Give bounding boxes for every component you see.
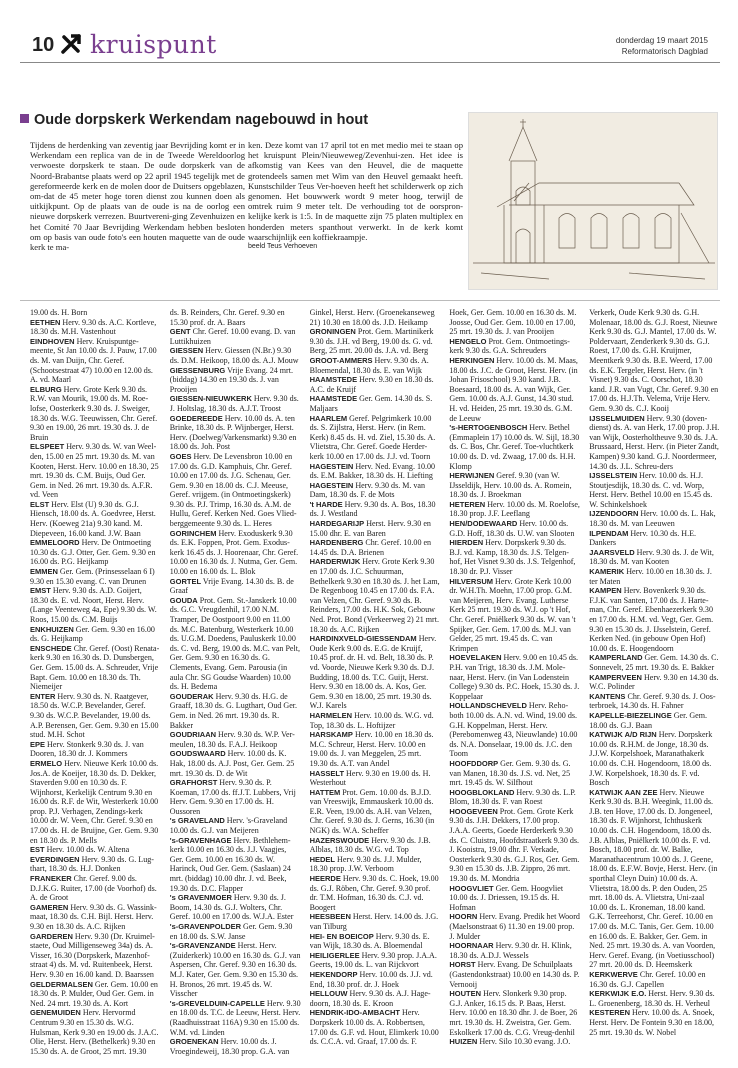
listing-entry: HEN/DODEWAARD Herv. 10.00 ds. G.D. Hoff, 18.30 ds. U.W. van Slooten bbox=[449, 519, 575, 538]
listing-entry: 't HARDE Herv. 9.30 ds. A. Bos, 18.30 ds. J. Westland bbox=[309, 499, 436, 519]
place-name: HERWIJNEN bbox=[449, 471, 495, 481]
listing-entry: ELST Herv. Elst (U) 9.30 ds. G.J. Hiensch, 18.00 ds. A. Goedvree, Herst. Herv. (Koeweg 21a) 9.30 kand. M. Diepeveen, 16.00 kand. J.W. Baan bbox=[30, 499, 156, 538]
place-name: GOUDSWAARD bbox=[169, 749, 226, 759]
place-name: KAMPERLAND bbox=[589, 653, 643, 663]
place-name: GORTEL bbox=[169, 576, 202, 586]
publication-name: Reformatorisch Dagblad bbox=[621, 47, 708, 56]
place-name: GIESSEN-NIEUWKERK bbox=[169, 394, 252, 404]
listing-entry: GOUDA Prot. Gem. St.-Janskerk 10.00 ds. G.C. Vreugdenhil, 17.00 N.M. Tramper, De Oostpoort 9.00 en 11.00 ds. M.C. Batenburg, Westerkerk 10.00 ds. U.G.M. Doedens, Pauluskerk 10.00 ds. C. vd. Berg, 19.00 ds. M.C. van Pelt, Ger. Gem. 9.30 en 16.30 ds. G. Clements, Evang. Gem. Parousia (in aula Chr. SG Goudse Waarden) 10.00 ds. H. Bedema bbox=[169, 595, 300, 692]
article-headline: Oude dorpskerk Werkendam nagebouwd in hout bbox=[20, 112, 720, 128]
place-name: HELLOUW bbox=[309, 989, 348, 999]
listing-entry: 's GRAVELAND Herv. 's-Graveland 10.00 ds. G.J. van Meijeren bbox=[169, 816, 288, 836]
listing-entry: HERKINGEN Herv. 10.00 ds. M. Maas, 18.00 ds. J.C. de Groot, Herst. Herv. (in Johan Frisoschool) 9.30 kand. J.B. Boesaard, 18.00 ds. A. van Wijk, Ger. Gem. 10.00 ds. A.J. Gunst, 14.30 stud. H. vd. Heiden, 25 mrt. 19.30 ds. G.M. de Leeuw bbox=[449, 355, 578, 423]
listing-entry: GRONINGEN Prot. Gem. Martinikerk 9.30 ds. J.H. vd Berg, 19.00 ds. G. vd. Berg, 25 mrt. 20.00 ds. J.A. vd. Berg bbox=[309, 327, 434, 356]
listing-entry: KERKWERVE Chr. Geref. 10.00 en 16.30 ds. G.J. Capellen bbox=[589, 969, 706, 989]
listing-entry: HARDEGARIJP Herst. Herv. 9.30 en 15.00 dhr. E. van Baren bbox=[309, 519, 431, 538]
place-name: HEDEL bbox=[309, 854, 336, 864]
place-name: KAPELLE-BIEZELINGE bbox=[589, 710, 672, 720]
listing-entry: EINDHOVEN Herv. Kruispuntge-meente, St Jan 10.00 ds. J. Pauw, 17.00 ds. M. van Duijn, Chr. Geref. (Schootsestraat 47) 10.00 en 12.00 ds. A. vd. Maarl bbox=[30, 336, 157, 385]
listing-entry: ERMELO Herv. Nieuwe Kerk 10.00 ds. Jos.A. de Koeijer, 18.30 ds. D. Dekker, Staverden 9.00 en 10.30 ds. F. Wijnhorst, Kerkelijk Centrum 9.30 en 16.00 ds. R.F. de Wit, Westerkerk 10.00 prop. P.J. Verhagen, Zendings-kerk 10.00 dr. W. Veen, Chr. Geref. 9.30 en 17.00 ds. H. de Bruijne, Ger. Gem. 9.30 en 18.30 ds. P. Mells bbox=[30, 758, 159, 845]
listing-entry: 's-GRAVENHAGE Herv. Bethlehem-kerk 10.00 en 16.30 ds. J.J. Vaagjes, Ger. Gem. 10.00 en 16.30 ds. W. Harinck, Oud Ger. Gem. (Saslaan) 24 mrt. (biddag) 10.00 dhr. J. vd. Beek, 19.30 ds. D.C. Flapper bbox=[169, 835, 291, 893]
listing-entry: HEDEL Herv. 9.30 ds. J.J. Mulder, 18.30 prop. J.W. Verboom bbox=[309, 854, 422, 874]
listing-entry: HOORN Herv. Evang. Predik het Woord (Maelsonstraat 6) 11.30 en 19.00 prop. J. Mulder bbox=[449, 912, 580, 941]
listing-entry: HAAMSTEDE Herv. 9.30 en 18.30 ds. A.C. de Kruijf bbox=[309, 375, 434, 394]
place-name: HAARLEM bbox=[309, 413, 348, 423]
header-meta bbox=[616, 35, 708, 57]
place-name: HARMELEN bbox=[309, 710, 353, 720]
listing-entry: KAMERIK Herv. 10.00 en 18.30 ds. J. ter Maten bbox=[589, 567, 712, 586]
listing-entry: 's-GRAVENZANDE Herst. Herv. (Zuiderkerk) 10.00 en 16.30 ds. G.J. van Aspersen, Chr. Geref. 9.30 en 16.30 ds. M.J. Kater, Ger. Gem. 9.30 en 15.30 ds. H. Bronos, 26 mrt. 19.45 ds. W. Visscher bbox=[169, 941, 301, 999]
place-name: IJSSELMUIDEN bbox=[589, 413, 645, 423]
place-name: GOES bbox=[169, 451, 192, 461]
listing-entry: IJSSELSTEIN Herv. 10.00 ds. H.J. Stoutjesdijk, 18.30 ds. C. vd. Worp, Herst. Herv. Bethel 10.00 en 15.45 ds. W. Schinkelshoek bbox=[589, 471, 713, 509]
place-name: 't HARDE bbox=[309, 499, 343, 509]
listing-entry: EST Herv. 10.00 ds. W. Altena bbox=[30, 845, 130, 855]
place-name: KATWIJK AAN ZEE bbox=[589, 787, 658, 797]
place-name: GORINCHEM bbox=[169, 528, 217, 538]
place-name: EPE bbox=[30, 739, 46, 749]
listing-entry: HILVERSUM Herv. Grote Kerk 10.00 dr. W.H.Th. Moehn, 17.00 prop. G.M. van Meijeren, Herv. Evang. Lutherse Kerk 25 mrt. 19.30 ds. W.J. op 't Hof, Chr. Geref. Pniëlkerk 9.30 ds. W. van 't Spijker, Ger. Gem. 17.00 ds. M.J. van Gelder, 25 mrt. 19.45 ds. C. van Krimpen bbox=[449, 576, 576, 653]
place-name: ERMELO bbox=[30, 758, 63, 768]
place-name: KANTENS bbox=[589, 691, 626, 701]
listing-entry: EPE Herv. Stonkerk 9.30 ds. J. van Dooren, 18.30 dr. J. Kommers bbox=[30, 739, 144, 759]
place-name: FRANEKER bbox=[30, 874, 72, 884]
listing-entry: 's-HERTOGENBOSCH Herv. Bethel (Emmaplein 17) 10.00 ds. W. Sijl, 18.30 ds. C. Bos, Chr. Geref. Toe-vluchtkerk 10.00 ds. D. vd. Zwaag, 17.00 ds. H.H. Klomp bbox=[449, 423, 580, 471]
listing-entry: HASSELT Herv. 9.30 en 19.00 ds. H. Westerhout bbox=[309, 768, 431, 788]
listing-entry: GELDERMALSEN Ger. Gem. 10.00 en 18.30 ds. P. Mulder, Oud Ger. Gem. in Ned. 24 mrt. 19.30 ds. A. Kort bbox=[30, 979, 158, 1008]
place-name: EMMELOORD bbox=[30, 538, 80, 548]
place-name: EINDHOVEN bbox=[30, 336, 75, 346]
listing-entry: HAGESTEIN Herv. 9.30 ds. M. van Dam, 18.30 ds. F. de Mots bbox=[309, 480, 426, 500]
issue-date: donderdag 19 maart 2015 bbox=[615, 36, 708, 45]
listing-entry: EMMEN Ger. Gem. (Prinsesselaan 6 I) 9.30 en 15.30 evang. C. van Drunen bbox=[30, 567, 155, 586]
listing-entry: Ginkel, Herst. Herv. (Groenekanseweg 21) 10.30 en 18.00 ds. J.D. Heikamp bbox=[309, 308, 435, 327]
listing-entry: GOEDEREEDE Herv. 10.00 ds. A. ten Brinke, 18.30 ds. P. Wijnberger, Herst. Herv. (Doelweg/Varkensmarkt) 9.30 en 18.00 ds. Joh. Post bbox=[169, 413, 297, 452]
listing-entry: EVERDINGEN Herv. 9.30 ds. G. Lug-thart, 18.30 ds. H.J. Donken bbox=[30, 854, 154, 874]
listing-entry: HOOFDDORP Ger. Gem. 9.30 ds. G. van Manen, 18.30 ds. J.S. vd. Net, 25 mrt. 19.45 ds. W. Silfhout bbox=[449, 758, 571, 788]
listing-column bbox=[589, 308, 720, 1058]
listing-entry: EMST Herv. 9.30 ds. A.D. Goijert, 18.30 ds. E. vd. Noort, Herst. Herv. (Lange Veenteweg 4a, Epe) 9.30 ds. W. Roos, 15.00 ds. C.M. Buijs bbox=[30, 586, 157, 624]
church-sketch-icon bbox=[469, 113, 718, 290]
section-divider bbox=[20, 300, 720, 301]
place-name: KAMPERVEEN bbox=[589, 672, 642, 682]
place-name: GOEDEREEDE bbox=[169, 413, 223, 423]
listing-entry: GIESSEN-NIEUWKERK Herv. 9.30 ds. J. Holtslag, 18.30 ds. A.J.T. Troost bbox=[169, 394, 299, 413]
headline-marker-icon bbox=[20, 114, 29, 123]
place-name: JAARSVELD bbox=[589, 547, 635, 557]
listing-entry: GIESSEN Herv. Giessen (N.Br.) 9.30 ds. D.M. Heikoop, 18.00 ds. A.J. Mouw bbox=[169, 346, 299, 365]
listing-entry: HOEVELAKEN Herv. 9.00 en 10.45 ds. P.H. van Trigt, 18.30 ds. J.M. Mole-naar, Herst. Herv. (in Van Lodenstein College) 9.30 ds. P.C. Hoek, 15.30 ds. J. Koppelaar bbox=[449, 653, 580, 701]
listing-entry: GENEMUIDEN Herv. Hervormd Centrum 9.30 en 15.30 ds. W.G. Hulsman, Kerk 9.30 en 19.00 ds. J.A.C. Olie, Herst. Herv. (Bethelkerk) 9.30 en 15.30 ds. A. de Groot, 25 mrt. 19.30 bbox=[30, 1008, 159, 1056]
header-divider bbox=[20, 62, 720, 63]
place-name: GENEMUIDEN bbox=[30, 1008, 81, 1018]
place-name: ELST bbox=[30, 499, 50, 509]
listing-entry: GIESSENBURG Vrije Evang. 24 mrt. (biddag) 14.30 en 19.30 ds. J. van Prooijen bbox=[169, 365, 293, 394]
listing-entry: HOLLANDSCHEVELD Herv. Reho-both 10.00 ds. A.N. vd. Wind, 19.00 ds. G.H. Koppelman, Herst. Herv. (Perebomenweg 43, Nieuwlande) 10.00 ds. N.A. Donselaar, 19.00 ds. J.C. den Toom bbox=[449, 701, 578, 759]
place-name: HARDERWIJK bbox=[309, 557, 361, 567]
listing-entry: IJSSELMUIDEN Herv. 9.30 (doven-dienst) ds. A. van Herk, 17.00 prop. J.H. van Wijk, Oosterholtheuve 9.30 ds. J.A. Brussaard, Herst. Herv. (in Pieter Zandt, Kampen) 9.30 kand. G.J. Noordermeer, 14.30 ds. J.L. Schreu-ders bbox=[589, 413, 720, 471]
listing-entry: HUIZEN Herv. Silo 10.30 evang. J.O. bbox=[449, 1037, 571, 1047]
listing-entry: ILPENDAM Herv. 10.30 ds. H.E. Dankers bbox=[589, 528, 697, 548]
listing-entry: Verkerk, Oude Kerk 9.30 ds. G.H. Molenaar, 18.00 ds. G.J. Roest, Nieuwe Kerk 9.30 ds. G.J. Mantel, 17.00 ds. W. Poldervaart, Zenderkerk 9.30 ds. G.J. Roest, 17.00 ds. G.H. Kruijmer, Meentkerk 9.30 ds. B.E. Weerd, 17.00 ds. E.K. Tergeler, Herst. Herv. (in 't Visnet) 9.30 ds. C. Oorschot, 18.30 kand. J.R. van Vugt, Chr. Geref. 9.30 en 17.00 ds. H.J.Th. Velema, Vrije Herv. Gem. 9.30 ds. C.J. Kooij bbox=[589, 308, 719, 413]
place-name: EMST bbox=[30, 586, 51, 596]
listing-entry: HOUTEN Herv. Slonkerk 9.30 prop. G.J. Anker, 16.15 ds. P. Baas, Herst. Herv. 10.00 en 18.30 dhr. J. de Boer, 26 mrt. 19.30 ds. H. Zweistra, Ger. Gem. Eskolkerk 17.00 ds. C.G. Vreug-denhil bbox=[449, 989, 578, 1037]
listing-entry: GORINCHEM Herv. Exoduskerk 9.30 ds. E.K. Foppen, Prot. Gem. Exodus-kerk 16.45 ds. J. Hoorenaar, Chr. Geref. 10.00 en 16.30 ds. J. Nutma, Ger. Gem. 10.00 en 16.00 ds. L. Blok bbox=[169, 528, 299, 577]
place-name: GAMEREN bbox=[30, 902, 69, 912]
place-name: HETEREN bbox=[449, 499, 486, 509]
listing-entry: ENTER Herv. 9.30 ds. N. Raatgever, 18.50 ds. W.C.P. Bevelander, Geref. 9.30 ds. W.C.P. Bevelander, 19.00 ds. A.P. Berensen, Ger. Gem. 9.30 en 15.00 stud. M.H. Schot bbox=[30, 691, 159, 740]
place-name: 's-GREVELDUIN-CAPELLE bbox=[169, 998, 265, 1008]
place-name: HOOGBLOKLAND bbox=[449, 787, 515, 797]
listing-entry: HOOGVLIET Ger. Gem. Hoogvliet 10.00 ds. J. Driessen, 19.15 ds. H. Hofman bbox=[449, 883, 564, 912]
listing-entry: GOUDSWAARD Herv. 10.00 ds. K. Hak, 18.00 ds. A.J. Post, Ger. Gem. 25 mrt. 19.30 ds. D. de Wit bbox=[169, 749, 295, 778]
listing-column bbox=[449, 308, 580, 1058]
place-name: EMMEN bbox=[30, 567, 58, 577]
place-name: HEN/DODEWAARD bbox=[449, 519, 518, 529]
place-name: IJSSELSTEIN bbox=[589, 471, 638, 481]
listing-entry: KANTENS Chr. Geref. 9.30 ds. J. Oos-terbroek, 14.30 ds. H. Fahner bbox=[589, 691, 716, 711]
place-name: HAGESTEIN bbox=[309, 480, 354, 490]
listing-entry: GAMEREN Herv. 9.30 ds. G. Wassink-maat, 18.30 ds. C.H. Bijl. Herst. Herv. 9.30 en 18.30 ds. A.C. Rijken bbox=[30, 902, 157, 931]
section-title: kruispunt bbox=[90, 30, 217, 59]
place-name: 's GRAVENMOER bbox=[169, 893, 232, 903]
listing-entry: HARMELEN Herv. 10.00 ds. W.G. vd. Top, 18.30 ds. L. Hoftijzer bbox=[309, 710, 434, 730]
place-name: GOUDA bbox=[169, 595, 198, 605]
church-services-listing bbox=[30, 308, 720, 1058]
listing-entry: GARDEREN Herv. 9.30 (Dr. Kruimel-staete, Oud Milligenseweg 34a) ds. A. Visser, 16.30 (Dorpskerk, Mazenhof-straat 4) ds. M. vd. Ruitenbeek, Herst. Herv. 9.30 en 16.00 kand. D. Baarssen bbox=[30, 931, 155, 979]
listing-entry: ENSCHEDE Chr. Geref. (Oost) Renata-kerk 9.30 en 16.30 ds. D. Dunsbergen, Ger. Gem. 15.00 ds. A. Schreuder, Vrije Bapt. Gem. 10.00 en 18.30 ds. Th. Niemeijer bbox=[30, 643, 160, 692]
listing-entry: HEILIGERLEE Herv. 9.30 prop. J.A.A. Geerts, 19.00 ds. L. van Rijckvort bbox=[309, 950, 437, 970]
listing-entry: KERKWIJK E.O. Herst. Herv. 9.30 ds. L. Groenenberg, 18.30 ds. H. Verheul bbox=[589, 989, 715, 1008]
place-name: HEESBEEN bbox=[309, 912, 351, 922]
listing-entry: HARSKAMP Herv. 10.00 en 18.30 ds. M.C. Schreur, Herst. Herv. 10.00 en 19.00 ds. J. van Meggelen, 25 mrt. 19.30 ds. A.T. van Andel bbox=[309, 730, 434, 768]
listing-entry: FRANEKER Chr. Geref. 9.00 ds. D.J.K.G. Ruiter, 17.00 (de Voorhof) ds. A. de Groot bbox=[30, 874, 157, 903]
place-name: HARDENBERG bbox=[309, 538, 364, 548]
place-name: GROOT-AMMERS bbox=[309, 355, 373, 365]
place-name: HERKINGEN bbox=[449, 355, 495, 365]
place-name: HOOFDDORP bbox=[449, 758, 499, 768]
place-name: GRAFHORST bbox=[169, 778, 218, 788]
listing-column bbox=[170, 308, 301, 1058]
place-name: HARDEGARIJP bbox=[309, 519, 365, 529]
listing-entry: GORTEL Vrije Evang. 14.30 ds. B. de Graaf bbox=[169, 576, 294, 596]
place-name: HORST bbox=[449, 960, 476, 970]
listing-entry: 19.00 ds. H. Born bbox=[30, 308, 88, 317]
listing-entry: Hoek, Ger. Gem. 10.00 en 16.30 ds. M. Joosse, Oud Ger. Gem. 10.00 en 17.00, 25 mrt. 19.30 ds. J. van Prooijen bbox=[449, 308, 577, 337]
place-name: 's GRAVELAND bbox=[169, 816, 225, 826]
listing-entry: GROOT-AMMERS Herv. 9.30 ds. A. Bloemendal, 18.30 ds. E. van Wijk bbox=[309, 355, 429, 375]
listing-entry: 's-GRAVENPOLDER Ger. Gem. 9.30 en 18.00 ds. S.W. Janse bbox=[169, 922, 293, 941]
place-name: 's-HERTOGENBOSCH bbox=[449, 423, 528, 433]
photo-credit: beeld Teus Verhoeven bbox=[248, 243, 318, 251]
place-name: GELDERMALSEN bbox=[30, 979, 93, 989]
listing-entry: JAARSVELD Herv. 9.30 ds. J. de Wit, 18.30 ds. M. van Kooten bbox=[589, 547, 714, 567]
place-name: HENDRIK-IDO-AMBACHT bbox=[309, 1008, 401, 1018]
listing-entry: HEI- EN BOEICOP Herv. 9.30 ds. E. van Wijk, 18.30 ds. A. Bloemendal bbox=[309, 931, 430, 951]
page-header bbox=[20, 24, 720, 64]
listing-entry: ELBURG Herv. Grote Kerk 9.30 ds. R.W. van Mourik, 19.00 ds. M. Roe-lofse, Oosterkerk 9.30 ds. J. Sweiger, 18.30 ds. W.G. Teeuwissen, Chr. Geref. 9.30 en 19.00, 26 mrt. 19.30 ds. J. de Bruin bbox=[30, 384, 158, 442]
place-name: GOUDERAK bbox=[169, 691, 214, 701]
place-name: HOOGVLIET bbox=[449, 883, 494, 893]
place-name: HOOGEVEEN bbox=[449, 806, 498, 816]
listing-entry: HARDINXVELD-GIESSENDAM Herv. Oude Kerk 9.00 ds. E.G. de Kruijf, 10.45 prof. dr. H. vd. Belt, 18.30 ds. P. vd. Voorde, Nieuwe Kerk 9.30 ds. D.J. Budding, 18.00 ds. T.C. Guijt, Herst. Herv. 9.30 en 18.00 ds. A. Kos, Ger. Gem. 9.30 en 18.00, 25 mrt. 19.30 ds. W.J. Karels bbox=[309, 634, 437, 711]
place-name: HEERDE bbox=[309, 874, 341, 884]
listing-entry: HOORNAAR Herv. 9.30 dr. H. Klink, 18.30 ds. A.D.J. Wessels bbox=[449, 941, 572, 960]
listing-entry: 's-GREVELDUIN-CAPELLE Herv. 9.30 en 18.00 ds. T.C. de Leeuw, Herst. Herv. (Raadhuisstraat 116A) 9.30 en 15.00 ds. W.M. vd. Linden bbox=[169, 998, 301, 1037]
place-name: HAGESTEIN bbox=[309, 461, 354, 471]
listing-entry: HELLOUW Herv. 9.30 ds. A.J. Hage-doorn, 18.30 ds. E. Kroon bbox=[309, 989, 431, 1008]
listing-entry: GENT Chr. Geref. 10.00 evang. D. van Luttikhuizen bbox=[169, 327, 296, 346]
listing-entry: ds. B. Reinders, Chr. Geref. 9.30 en 15.30 prof. dr. A. Baars bbox=[169, 308, 285, 327]
place-name: ILPENDAM bbox=[589, 528, 629, 538]
listing-entry: ENKHUIZEN Ger. Gem. 9.30 en 16.00 ds. G. Heijkamp bbox=[30, 624, 155, 644]
listing-entry: HAARLEM Geref. Pelgrimkerk 10.00 ds. S. Zijlstra, Herst. Herv. (in Rem. Kerk) 8.45 ds. H. vd. Ziel, 15.30 ds. A. Vlietstra, Chr. Geref. Goede Herder-kerk 10.00 en 17.00 ds. J.J. vd. Toorn bbox=[309, 413, 436, 461]
place-name: EETHEN bbox=[30, 317, 61, 327]
listing-entry: HENDRIK-IDO-AMBACHT Herv. Dorpskerk 10.00 ds. A. Robbertsen, 17.00 ds. G.F. vd. Hout, Elimkerk 10.00 ds. C.C.A. vd. Graaf, 17.00 ds. F. bbox=[309, 1008, 439, 1047]
listing-entry: HORST Herv. Evang. De Schuilplaats (Gastendonkstraat) 10.00 en 14.30 ds. P. Vernooij bbox=[449, 960, 580, 989]
listing-entry: HEERDE Herv. 9.30 ds. C. Hoek, 19.00 ds. G.J. Röben, Chr. Geref. 9.30 prof. dr. T.M. Hofman, 16.30 ds. C.J. vd. Boogert bbox=[309, 874, 439, 912]
place-name: HILVERSUM bbox=[449, 576, 494, 586]
listing-entry: GOUDRIAAN Herv. 9.30 ds. W.P. Ver-meulen, 18.30 ds. F.A.J. Heikoop bbox=[169, 730, 295, 749]
listing-entry: HAGESTEIN Herv. Ned. Evang. 10.00 ds. E.M. Bakker, 18.30 ds. H. Liefting bbox=[309, 461, 436, 481]
place-name: 's-GRAVENPOLDER bbox=[169, 922, 242, 931]
place-name: HATTEM bbox=[309, 787, 341, 797]
listing-entry: HARDENBERG Chr. Geref. 10.00 en 14.45 ds. D.A. Brienen bbox=[309, 538, 432, 557]
article-body-right: ken. Deze komt van 17 april tot en met medio mei te staan op het kruispunt Plein/Nieuweweg/Zevenhui-zen. Het idee is afkomstig van Kees van den Heuvel, die de maquette grotendeels samen met Wim van den Heuvel gemaakt heeft. Kunstschilder Teus Ver-hoeven heeft het schilderwerk op zich genomen. Het bouwwerk wordt 9 meter hoog, terwijl de omtrek ruim 9 meter telt. De verhouding tot de oorspron-kelijke kerk is 1:5. In de maquette zijn 75 platen multiplex en honderden meters spanthout verwerkt. In de kerk komt waarschijnlijk een koffiekraampje. beeld Teus Verhoeven bbox=[248, 140, 463, 252]
place-name: HEILIGERLEE bbox=[309, 950, 360, 960]
place-name: HAZERSWOUDE bbox=[309, 835, 370, 845]
place-name: KATWIJK A/D RIJN bbox=[589, 730, 657, 740]
place-name: ENSCHEDE bbox=[30, 643, 72, 653]
place-name: HUIZEN bbox=[449, 1037, 478, 1047]
listing-entry: HETEREN Herv. 10.00 ds. M. Roelofse, 18.30 prop. J.F. Leeflang bbox=[449, 499, 580, 519]
place-name: HEI- EN BOEICOP bbox=[309, 931, 374, 941]
listing-entry: HEKENDORP Herv. 10.00 ds. J.J. vd. End, 18.30 prof. dr. J. Hoek bbox=[309, 969, 433, 989]
listing-entry: EMMELOORD Herv. De Ontmoeting 10.30 ds. G.J. Otter, Ger. Gem. 9.30 en 16.00 ds. P.G. Heijkamp bbox=[30, 538, 156, 567]
listing-entry: KESTEREN Herv. 10.00 ds. A. Snoek, Herst. Herv. De Fontein 9.30 en 18.00, 25 mrt. 19.30 ds. W. Nobel bbox=[589, 1008, 715, 1037]
listing-entry: KATWIJK AAN ZEE Herv. Nieuwe Kerk 9.30 ds. B.H. Weegink, 11.00 ds. J.B. ten Hove, 17.00 ds. D. Jongeneel, 18.30 ds. F. Wijnhorst, Ichthuskerk 10.00 ds. C.H. Hogendoorn, 18.00 ds. J.B. Alblas, Pniëlkerk 10.00 ds. F. vd. Bosch, 18.00 prof. dr. W. Balke, Maranathacentrum 10.00 ds. J. Geene, 18.00 ds. E.F.W. Bovje, Herst. Herv. (in sporthal Cleyn Duin) 10.00 ds. A. Vlietstra, 18.00 ds. P. den Ouden, 25 mrt. 18.00 ds. A. Vlietstra, Uni-zaal 10.00 ds. L. Kroneman, 18.00 kand. G.K. Terreehorst, Chr. Geref. 10.00 en 17.00 ds. M.C. Tanis, Ger. Gem. 10.00 en 16.00 ds. E. Bakker, Ger. Gem. in Ned. 25 mrt. 19.30 ds. A. van Voorden, Herv. Geref. Evang. (in Voetiusschool) 27 mrt. 20.00 ds. D. Heemskerk bbox=[589, 787, 718, 970]
place-name: HOORN bbox=[449, 912, 478, 922]
listing-entry: HARDERWIJK Herv. Grote Kerk 9.30 en 17.00 ds. J.C. Schuurman, Bethelkerk 9.30 en 18.30 ds. J. het Lam, De Regenboog 10.45 en 17.00 ds. F.A. van Velzen, Chr. Geref. 9.30 ds. B. Reinders, 17.00 ds. H.K. Sok, Gebouw Ned. Prot. Bond (Verkeerweg 2) 21 mrt. 18.30 ds. A.C. Rijken bbox=[309, 557, 440, 634]
place-name: KERKWERVE bbox=[589, 969, 638, 979]
listing-entry: GOES Herv. De Levensbron 10.00 en 17.00 ds. G.D. Kamphuis, Chr. Geref. 10.00 en 17.00 ds. J.G. Schenau, Ger. Gem. 9.30 en 18.00 ds. C.J. Meeuse, Geref. vrijgem. (in Ontmoetingskerk) 9.30 ds. P.J. Trimp, 16.30 ds. A.M. de Hullu, Geref. Kerken Ned. Goes Vlied-berggemeente 9.30 ds. L. Heres bbox=[169, 451, 297, 529]
page-number: 10 bbox=[32, 34, 55, 56]
place-name: 's-GRAVENHAGE bbox=[169, 835, 232, 845]
place-name: HARSKAMP bbox=[309, 730, 353, 740]
place-name: HARDINXVELD-GIESSENDAM bbox=[309, 634, 417, 644]
listing-entry: 's GRAVENMOER Herv. 9.30 ds. J. Boom, 14.30 ds. G.J. Wolters, Chr. Geref. 10.00 en 17.00 ds. W.J.A. Ester bbox=[169, 893, 294, 922]
listing-entry: HEESBEEN Herst. Herv. 14.00 ds. J.G. van Tilburg bbox=[309, 912, 439, 931]
place-name: EVERDINGEN bbox=[30, 854, 80, 864]
place-name: HOUTEN bbox=[449, 989, 482, 999]
place-name: GRONINGEN bbox=[309, 327, 356, 337]
listing-entry: KAMPERVEEN Herv. 9.30 en 14.30 ds. W.C. Polinder bbox=[589, 672, 719, 692]
place-name: KAMERIK bbox=[589, 567, 625, 577]
place-name: ELBURG bbox=[30, 384, 62, 394]
place-name: GIESSENBURG bbox=[169, 365, 226, 375]
listing-entry: KAMPEN Herv. Bovenkerk 9.30 ds. F.J.K. van Santen, 17.00 ds. J. Harte-man, Chr. Geref. Ebenhaezerkerk 9.30 en 17.00 ds. H.M. vd. Vegt, Ger. Gem. 9.30 en 15.30 ds. J. IJsselstein, Geref. Kerken Ned. (in gebouw Open Hof) 10.00 ds. E. Hoogendoorn bbox=[589, 586, 714, 653]
place-name: EST bbox=[30, 845, 45, 855]
place-name: ENKHUIZEN bbox=[30, 624, 74, 634]
listing-entry: HATTEM Prot. Gem. 10.00 ds. B.J.D. van Vreeswijk, Emmauskerk 10.00 ds. E.R. Veen, 19.00 ds. A.H. van Velzen, Chr. Geref. 9.30 ds. J. Gerns, 16.30 (in NGK) ds. W.A. Scheffer bbox=[309, 787, 435, 836]
place-name: HAAMSTEDE bbox=[309, 375, 358, 385]
place-name: GOUDRIAAN bbox=[169, 730, 217, 740]
listing-entry: HAAMSTEDE Ger. Gem. 14.30 ds. S. Maljaars bbox=[309, 394, 433, 413]
place-name: ENTER bbox=[30, 691, 56, 701]
place-name: GROENEKAN bbox=[169, 1037, 219, 1047]
listing-entry: HENGELO Prot. Gem. Ontmoetings-kerk 9.30 ds. G.A. Schreuders bbox=[449, 336, 570, 356]
listing-entry: HOOGBLOKLAND Herv. 9.30 ds. L.P. Blom, 18.30 ds. F. van Roest bbox=[449, 787, 576, 807]
listing-entry: HAZERSWOUDE Herv. 9.30 ds. J.B. Alblas, 18.30 ds. W.G. vd. Top bbox=[309, 835, 431, 855]
place-name: HASSELT bbox=[309, 768, 345, 778]
place-name: GENT bbox=[169, 327, 191, 337]
listing-entry: GOUDERAK Herv. 9.30 ds. H.G. de Graaff, 18.30 ds. G. Lugthart, Oud Ger. Gem. in Ned. 26 mrt. 19.30 ds. R. Bakker bbox=[169, 691, 298, 730]
place-name: HOLLANDSCHEVELD bbox=[449, 701, 527, 711]
place-name: ELSPEET bbox=[30, 442, 65, 452]
place-name: HENGELO bbox=[449, 336, 487, 346]
listing-entry: KATWIJK A/D RIJN Herv. Dorpskerk 10.00 ds. R.H.M. de Jonge, 18.30 ds. J.J.W. Korpelshoek, Maranathakerk 10.00 ds. C.H. Hogendoorn, 18.00 ds. J.W. Korpelshoek, 18.30 ds. F. vd. Bosch bbox=[589, 730, 713, 788]
listing-entry: GRAFHORST Herv. 9.30 ds. P. Koeman, 17.00 ds. ff.J.T. Lubbers, Vrij Herv. Gem. 9.30 en 17.00 ds. H. Oussoren bbox=[169, 778, 296, 816]
listing-entry: EETHEN Herv. 9.30 ds. A.C. Kortleve, 18.30 ds. M.H. Vastenhout bbox=[30, 317, 157, 337]
listing-column bbox=[310, 308, 441, 1058]
listing-entry: KAPELLE-BIEZELINGE Ger. Gem. 18.00 ds. G.J. Baan bbox=[589, 710, 708, 730]
place-name: HOORNAAR bbox=[449, 941, 494, 951]
article-body-left: Tijdens de herdenking van zeventig jaar Bevrijding komt er in Werkendam een replica van de in de Tweede Wereldoorlog verwoeste dorpskerk te staan. De oude dorpskerk van de Noord-Brabantse plaats werd op 22 april 1945 tegelijk met de gereformeerde kerk en de molen door de Duitsers opgeblazen, om-dat de 45 meter hoge toren dienst zou kunnen doen als uitkijkpunt. Op de plaats van de oude is na de oorlog een nieuwe dorpskerk verrezen. Buurtvereni-ging Zevenhuizen en het Comité 70 Jaar Bevrijding Werkendam hebben besloten om op basis van oude foto's een houten maquette van de oude kerk te ma- bbox=[30, 140, 245, 253]
place-name: KERKWIJK E.O. bbox=[589, 989, 647, 999]
listing-entry: HERWIJNEN Geref. 9.30 (van W. IJsseldijk, Herv. 10.00 ds. A. Romein, 18.30 ds. J. Broekman bbox=[449, 471, 572, 500]
listing-entry: GROENEKAN Herv. 10.00 ds. J. Vroegindeweij, 18.30 prop. G.A. van bbox=[169, 1037, 290, 1056]
place-name: HEKENDORP bbox=[309, 969, 358, 979]
listing-entry: ELSPEET Herv. 9.30 ds. W. van Weel-den, 15.00 en 25 mrt. 19.30 ds. M. van Kooten, Herst. Herv. 10.00 en 18.30, 25 mrt. 19.30 ds. C.M. Buijs, Oud Ger. Gem. in Ned. 26 mrt. 19.30 ds. A.F.R. vd. Veen bbox=[30, 442, 159, 500]
place-name: HIERDEN bbox=[449, 538, 484, 548]
listing-entry: KAMPERLAND Ger. Gem. 14.30 ds. C. Sonnevelt, 25 mrt. 19.30 ds. E. Bakker bbox=[589, 653, 719, 672]
place-name: KAMPEN bbox=[589, 586, 622, 596]
place-name: HAAMSTEDE bbox=[309, 394, 358, 404]
place-name: GIESSEN bbox=[169, 346, 204, 356]
listing-entry: IJZENDOORN Herv. 10.00 ds. L. Hak, 18.30 ds. M. van Leeuwen bbox=[589, 509, 716, 529]
church-drawing-image bbox=[468, 112, 718, 290]
listing-entry: HOOGEVEEN Prot. Gem. Grote Kerk 9.30 ds. J.H. Dekkers, 17.00 prop. J.A.A. Geerts, Goede Herderkerk 9.30 ds. C. Cluistra, Hoofdstraatkerk 9.30 ds. J. Kooistra, 19.00 dhr. F. Verkade, Oosterkerk 9.30 ds. G.J. Ros, Ger. Gem. 9.30 en 15.30 ds. J.B. Zippro, 26 mrt. 19.30 ds. M. Mondria bbox=[449, 806, 580, 884]
place-name: GARDEREN bbox=[30, 931, 73, 941]
place-name: KESTEREN bbox=[589, 1008, 631, 1018]
place-name: IJZENDOORN bbox=[589, 509, 639, 519]
cross-arrows-icon bbox=[60, 33, 82, 55]
listing-column bbox=[30, 308, 161, 1058]
place-name: 's-GRAVENZANDE bbox=[169, 941, 236, 951]
place-name: HOEVELAKEN bbox=[449, 653, 502, 663]
listing-entry: HIERDEN Herv. Dorpskerk 9.30 ds. B.J. vd. Kamp, 18.30 ds. J.S. Telgen-hof, Het Visnet 9.30 ds. J.S. Telgenhof, 18.30 dr. P.J. Visser bbox=[449, 538, 576, 577]
